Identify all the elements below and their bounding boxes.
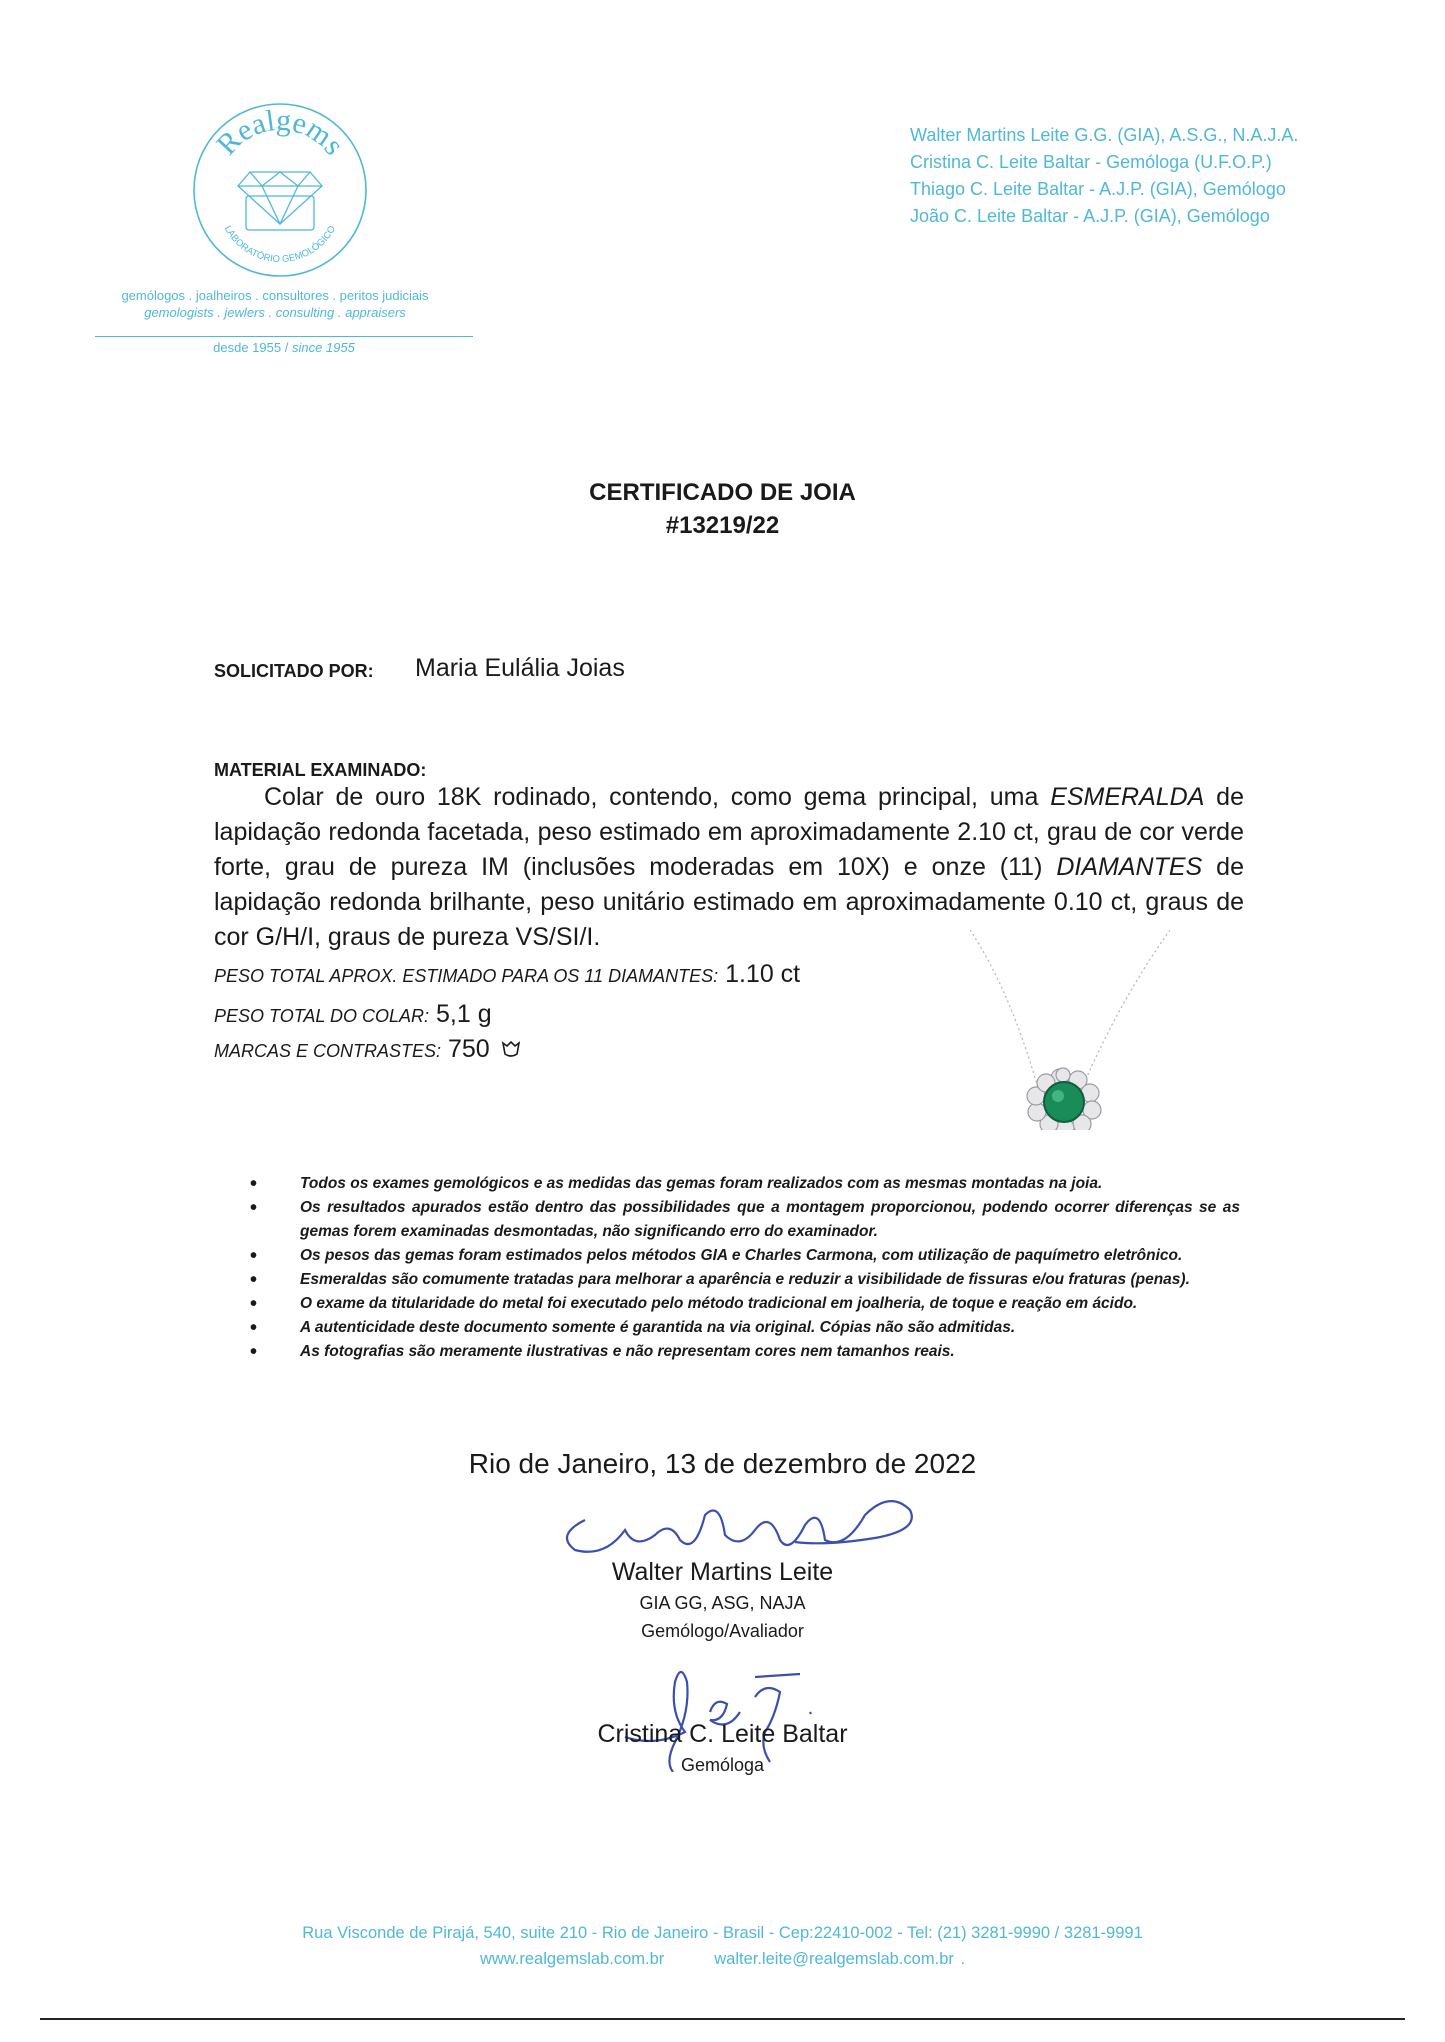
- logo-tagline-pt: gemólogos . joalheiros . consultores . peritos judiciais: [121, 288, 429, 303]
- page-bottom-rule: [40, 2018, 1405, 2020]
- place-date: Rio de Janeiro, 13 de dezembro de 2022: [468, 1448, 977, 1479]
- material-text-2: de lapidação redonda facetada, peso estimado em aproximadamente 2.10 ct, grau de cor verde forte, grau de pureza IM (inclusões moderadas em 10X) e onze (11): [214, 783, 1244, 881]
- note-item: • A autenticidade deste documento somente é garantida na via original. Cópias não são admitidas.: [250, 1316, 1240, 1340]
- material-text-1: Colar de ouro 18K rodinado, contendo, como gema principal, uma: [264, 783, 1051, 811]
- certificate-number: #13219/22: [665, 512, 780, 539]
- staff-member: Cristina C. Leite Baltar - Gemóloga (U.F.O.P.): [910, 152, 1272, 172]
- notes-list: [250, 1172, 1240, 1364]
- summary-marks: [214, 1035, 521, 1064]
- staff-member: Walter Martins Leite G.G. (GIA), A.S.G., N.A.J.A.: [910, 125, 1299, 145]
- realgems-logo: [190, 100, 370, 280]
- summary-diamonds-value: 1.10 ct: [725, 960, 801, 988]
- note-item: • Esmeraldas são comumente tratadas para melhorar a aparência e reduzir a visibilidade de fissuras e/ou fraturas (penas).: [250, 1268, 1240, 1292]
- footer-address: Rua Visconde de Pirajá, 540, suite 210 - Rio de Janeiro - Brasil - Cep:22410-002 - Tel: (21) 3281-9990 / 3281-9991: [302, 1924, 1143, 1942]
- note-item: • As fotografias são meramente ilustrativas e não representam cores nem tamanhos reais.: [250, 1340, 1240, 1364]
- footer-email-link[interactable]: walter.leite@realgemslab.com.br .: [714, 1950, 966, 1968]
- note-item: • O exame da titularidade do metal foi executado pelo método tradicional em joalheria, de toque e reação em ácido.: [250, 1292, 1240, 1316]
- summary-diamonds: [214, 960, 800, 989]
- note-item: • Os pesos das gemas foram estimados pelos métodos GIA e Charles Carmona, com utilização de paquímetro eletrônico.: [250, 1244, 1240, 1268]
- material-gem-emerald: ESMERALDA: [1050, 783, 1205, 811]
- staff-member: Thiago C. Leite Baltar - A.J.P. (GIA), Gemólogo: [910, 179, 1286, 199]
- signature-cristina: [615, 1652, 855, 1772]
- material-description: [214, 780, 1244, 955]
- logo-tagline-en: gemologists . jewlers . consulting . appraisers: [144, 305, 406, 320]
- logo-since: [95, 340, 473, 355]
- requested-by-value: Maria Eulália Joias: [415, 654, 625, 682]
- logo-ring-text: LABORATÓRIO GEMOLÓGICO: [221, 223, 339, 266]
- logo-since-pt: desde 1955 /: [213, 340, 289, 355]
- requested-by-label: SOLICITADO POR:: [214, 661, 374, 681]
- footer-website-link[interactable]: www.realgemslab.com.br: [479, 1950, 665, 1968]
- footer-contacts: [0, 1950, 1445, 1969]
- certificate-title-block: [0, 476, 1445, 542]
- material-label: MATERIAL EXAMINADO:: [214, 760, 427, 780]
- signer-1-role: Gemólogo/Avaliador: [641, 1621, 804, 1641]
- logo-divider: [95, 336, 473, 337]
- hallmark-icon: [501, 1040, 521, 1058]
- note-item: • Os resultados apurados estão dentro das possibilidades que a montagem proporcionou, podendo ocorrer diferenças se as gemas forem examinadas desmontadas, não significando erro do examinador.: [250, 1196, 1240, 1244]
- signer-2-name: Cristina C. Leite Baltar: [597, 1720, 848, 1748]
- summary-marks-value: 750: [447, 1035, 490, 1063]
- emerald-gem: [1044, 1082, 1084, 1122]
- signer-2-role: Gemóloga: [680, 1755, 765, 1775]
- signature-walter: [545, 1480, 925, 1570]
- certificate-title: CERTIFICADO DE JOIA: [589, 479, 856, 506]
- material-gem-diamonds: DIAMANTES: [1056, 853, 1203, 881]
- logo-brand-text: Realgems: [210, 103, 351, 162]
- summary-necklace-label: PESO TOTAL DO COLAR:: [214, 1006, 430, 1026]
- note-item: • Todos os exames gemológicos e as medidas das gemas foram realizados com as mesmas montadas na joia.: [250, 1172, 1240, 1196]
- staff-member: João C. Leite Baltar - A.J.P. (GIA), Gemólogo: [910, 206, 1270, 226]
- pendant-photo: [970, 930, 1170, 1130]
- summary-necklace-value: 5,1 g: [436, 1000, 492, 1028]
- summary-marks-label: MARCAS E CONTRASTES:: [214, 1041, 442, 1061]
- summary-diamonds-label: PESO TOTAL APROX. ESTIMADO PARA OS 11 DIAMANTES:: [214, 966, 719, 986]
- material-text-3: de lapidação redonda brilhante, peso unitário estimado em aproximadamente 0.10 ct, graus de cor G/H/I, graus de pureza VS/SI/I.: [214, 853, 1244, 951]
- signer-1-name: Walter Martins Leite: [611, 1558, 834, 1586]
- logo-since-en: since 1955: [291, 340, 355, 355]
- staff-list: [910, 122, 1298, 230]
- summary-necklace: [214, 1000, 492, 1029]
- diamond-icon: [238, 172, 322, 230]
- signer-1-credentials: GIA GG, ASG, NAJA: [639, 1593, 806, 1613]
